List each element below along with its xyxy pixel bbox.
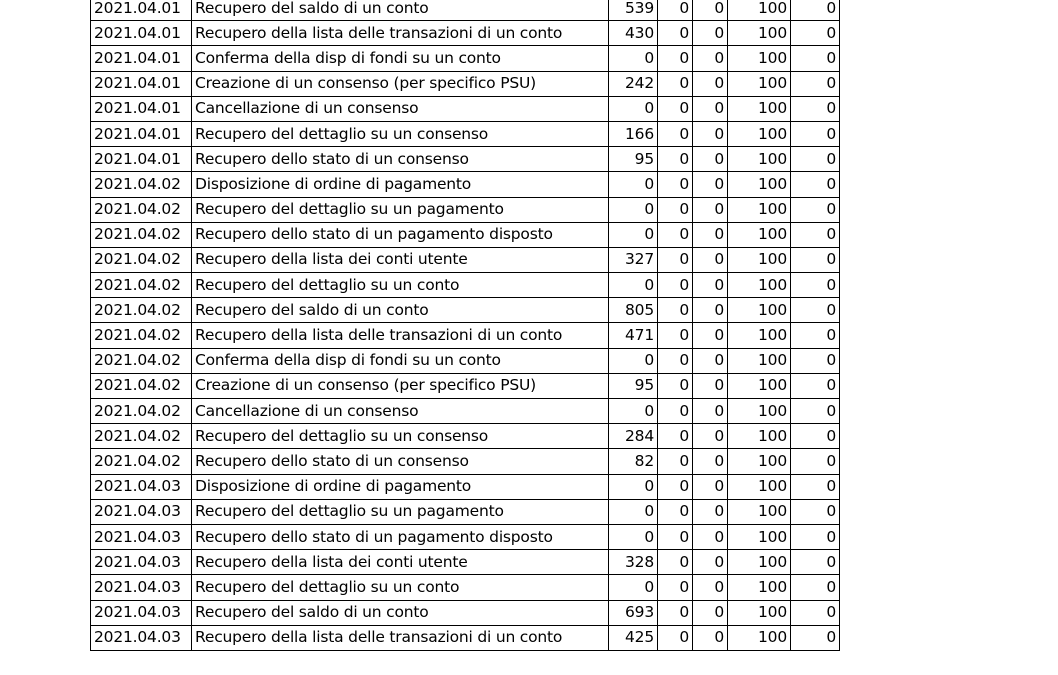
operation-cell: Recupero dello stato di un pagamento disposto [192, 524, 609, 549]
value-cell-5: 0 [791, 424, 840, 449]
value-cell-2: 0 [658, 550, 693, 575]
value-cell-5: 0 [791, 399, 840, 424]
data-sheet [90, 0, 840, 651]
date-cell: 2021.04.02 [91, 298, 192, 323]
count-cell: 0 [609, 222, 658, 247]
table-row [91, 550, 840, 575]
count-cell: 0 [609, 96, 658, 121]
date-cell: 2021.04.03 [91, 625, 192, 650]
date-cell: 2021.04.03 [91, 575, 192, 600]
operation-cell: Cancellazione di un consenso [192, 399, 609, 424]
value-cell-2: 0 [658, 625, 693, 650]
operation-cell: Recupero della lista delle transazioni di un conto [192, 625, 609, 650]
value-cell-3: 0 [693, 399, 728, 424]
value-cell-3: 0 [693, 449, 728, 474]
date-cell: 2021.04.03 [91, 474, 192, 499]
count-cell: 284 [609, 424, 658, 449]
table-row [91, 524, 840, 549]
count-cell: 0 [609, 172, 658, 197]
date-cell: 2021.04.01 [91, 46, 192, 71]
value-cell-5: 0 [791, 121, 840, 146]
percent-cell: 100 [728, 197, 791, 222]
value-cell-3: 0 [693, 0, 728, 21]
operation-cell: Conferma della disp di fondi su un conto [192, 46, 609, 71]
operation-cell: Recupero del saldo di un conto [192, 298, 609, 323]
table-row [91, 474, 840, 499]
value-cell-3: 0 [693, 222, 728, 247]
value-cell-5: 0 [791, 474, 840, 499]
table-body [91, 0, 840, 650]
count-cell: 0 [609, 499, 658, 524]
operation-cell: Recupero dello stato di un consenso [192, 147, 609, 172]
value-cell-3: 0 [693, 499, 728, 524]
percent-cell: 100 [728, 399, 791, 424]
date-cell: 2021.04.02 [91, 424, 192, 449]
count-cell: 0 [609, 575, 658, 600]
value-cell-5: 0 [791, 499, 840, 524]
value-cell-3: 0 [693, 71, 728, 96]
operation-cell: Recupero della lista delle transazioni di un conto [192, 323, 609, 348]
percent-cell: 100 [728, 147, 791, 172]
percent-cell: 100 [728, 625, 791, 650]
operation-cell: Recupero del saldo di un conto [192, 600, 609, 625]
count-cell: 82 [609, 449, 658, 474]
value-cell-3: 0 [693, 21, 728, 46]
value-cell-5: 0 [791, 575, 840, 600]
operation-cell: Disposizione di ordine di pagamento [192, 474, 609, 499]
date-cell: 2021.04.02 [91, 222, 192, 247]
value-cell-3: 0 [693, 247, 728, 272]
value-cell-3: 0 [693, 575, 728, 600]
value-cell-3: 0 [693, 550, 728, 575]
date-cell: 2021.04.01 [91, 71, 192, 96]
operation-cell: Recupero del saldo di un conto [192, 0, 609, 21]
date-cell: 2021.04.02 [91, 247, 192, 272]
date-cell: 2021.04.02 [91, 172, 192, 197]
value-cell-5: 0 [791, 524, 840, 549]
percent-cell: 100 [728, 298, 791, 323]
value-cell-5: 0 [791, 449, 840, 474]
table-row [91, 121, 840, 146]
percent-cell: 100 [728, 348, 791, 373]
operation-cell: Conferma della disp di fondi su un conto [192, 348, 609, 373]
percent-cell: 100 [728, 575, 791, 600]
count-cell: 0 [609, 197, 658, 222]
count-cell: 0 [609, 273, 658, 298]
value-cell-2: 0 [658, 147, 693, 172]
table-row [91, 625, 840, 650]
percent-cell: 100 [728, 323, 791, 348]
value-cell-3: 0 [693, 625, 728, 650]
table-row [91, 222, 840, 247]
value-cell-2: 0 [658, 96, 693, 121]
operation-cell: Recupero dello stato di un consenso [192, 449, 609, 474]
percent-cell: 100 [728, 273, 791, 298]
value-cell-5: 0 [791, 298, 840, 323]
percent-cell: 100 [728, 474, 791, 499]
value-cell-3: 0 [693, 348, 728, 373]
value-cell-5: 0 [791, 147, 840, 172]
date-cell: 2021.04.02 [91, 197, 192, 222]
percent-cell: 100 [728, 46, 791, 71]
value-cell-3: 0 [693, 46, 728, 71]
value-cell-2: 0 [658, 172, 693, 197]
value-cell-5: 0 [791, 197, 840, 222]
operation-cell: Recupero della lista dei conti utente [192, 247, 609, 272]
percent-cell: 100 [728, 222, 791, 247]
date-cell: 2021.04.02 [91, 323, 192, 348]
operation-cell: Recupero della lista delle transazioni di un conto [192, 21, 609, 46]
percent-cell: 100 [728, 21, 791, 46]
table-row [91, 399, 840, 424]
table-row [91, 348, 840, 373]
operation-cell: Recupero del dettaglio su un conto [192, 575, 609, 600]
table-row [91, 96, 840, 121]
value-cell-3: 0 [693, 424, 728, 449]
value-cell-2: 0 [658, 298, 693, 323]
value-cell-5: 0 [791, 348, 840, 373]
date-cell: 2021.04.03 [91, 524, 192, 549]
count-cell: 693 [609, 600, 658, 625]
table-row [91, 0, 840, 21]
value-cell-5: 0 [791, 21, 840, 46]
table-row [91, 373, 840, 398]
operation-cell: Recupero del dettaglio su un consenso [192, 424, 609, 449]
value-cell-3: 0 [693, 121, 728, 146]
table-row [91, 46, 840, 71]
table-row [91, 273, 840, 298]
count-cell: 425 [609, 625, 658, 650]
percent-cell: 100 [728, 96, 791, 121]
percent-cell: 100 [728, 121, 791, 146]
count-cell: 539 [609, 0, 658, 21]
date-cell: 2021.04.01 [91, 121, 192, 146]
value-cell-2: 0 [658, 71, 693, 96]
count-cell: 805 [609, 298, 658, 323]
operation-cell: Recupero del dettaglio su un pagamento [192, 197, 609, 222]
value-cell-5: 0 [791, 373, 840, 398]
value-cell-2: 0 [658, 575, 693, 600]
value-cell-2: 0 [658, 273, 693, 298]
value-cell-3: 0 [693, 373, 728, 398]
operation-cell: Recupero del dettaglio su un conto [192, 273, 609, 298]
value-cell-5: 0 [791, 550, 840, 575]
value-cell-2: 0 [658, 348, 693, 373]
value-cell-2: 0 [658, 0, 693, 21]
value-cell-3: 0 [693, 96, 728, 121]
value-cell-3: 0 [693, 524, 728, 549]
percent-cell: 100 [728, 373, 791, 398]
table-row [91, 298, 840, 323]
percent-cell: 100 [728, 172, 791, 197]
table-row [91, 247, 840, 272]
value-cell-2: 0 [658, 449, 693, 474]
operation-cell: Recupero del dettaglio su un pagamento [192, 499, 609, 524]
value-cell-2: 0 [658, 247, 693, 272]
date-cell: 2021.04.03 [91, 550, 192, 575]
operation-cell: Recupero dello stato di un pagamento disposto [192, 222, 609, 247]
value-cell-5: 0 [791, 172, 840, 197]
value-cell-2: 0 [658, 222, 693, 247]
table-row [91, 197, 840, 222]
percent-cell: 100 [728, 424, 791, 449]
operation-cell: Creazione di un consenso (per specifico PSU) [192, 373, 609, 398]
value-cell-5: 0 [791, 600, 840, 625]
count-cell: 328 [609, 550, 658, 575]
operation-cell: Cancellazione di un consenso [192, 96, 609, 121]
date-cell: 2021.04.02 [91, 348, 192, 373]
value-cell-3: 0 [693, 172, 728, 197]
date-cell: 2021.04.02 [91, 399, 192, 424]
percent-cell: 100 [728, 550, 791, 575]
date-cell: 2021.04.03 [91, 600, 192, 625]
value-cell-2: 0 [658, 21, 693, 46]
count-cell: 0 [609, 399, 658, 424]
count-cell: 95 [609, 373, 658, 398]
date-cell: 2021.04.01 [91, 147, 192, 172]
date-cell: 2021.04.02 [91, 449, 192, 474]
percent-cell: 100 [728, 449, 791, 474]
table-row [91, 323, 840, 348]
table-row [91, 449, 840, 474]
value-cell-5: 0 [791, 71, 840, 96]
table-row [91, 172, 840, 197]
value-cell-5: 0 [791, 46, 840, 71]
value-cell-3: 0 [693, 323, 728, 348]
date-cell: 2021.04.03 [91, 499, 192, 524]
percent-cell: 100 [728, 600, 791, 625]
count-cell: 0 [609, 46, 658, 71]
value-cell-3: 0 [693, 197, 728, 222]
value-cell-2: 0 [658, 197, 693, 222]
value-cell-3: 0 [693, 600, 728, 625]
value-cell-5: 0 [791, 273, 840, 298]
count-cell: 95 [609, 147, 658, 172]
date-cell: 2021.04.01 [91, 21, 192, 46]
count-cell: 0 [609, 524, 658, 549]
value-cell-2: 0 [658, 121, 693, 146]
value-cell-3: 0 [693, 147, 728, 172]
value-cell-5: 0 [791, 0, 840, 21]
value-cell-2: 0 [658, 399, 693, 424]
operation-cell: Disposizione di ordine di pagamento [192, 172, 609, 197]
count-cell: 0 [609, 348, 658, 373]
date-cell: 2021.04.01 [91, 96, 192, 121]
count-cell: 471 [609, 323, 658, 348]
value-cell-2: 0 [658, 474, 693, 499]
statistics-table [90, 0, 840, 651]
value-cell-3: 0 [693, 273, 728, 298]
value-cell-5: 0 [791, 222, 840, 247]
value-cell-5: 0 [791, 96, 840, 121]
percent-cell: 100 [728, 71, 791, 96]
count-cell: 242 [609, 71, 658, 96]
value-cell-5: 0 [791, 323, 840, 348]
count-cell: 327 [609, 247, 658, 272]
percent-cell: 100 [728, 499, 791, 524]
table-row [91, 499, 840, 524]
date-cell: 2021.04.02 [91, 373, 192, 398]
operation-cell: Recupero del dettaglio su un consenso [192, 121, 609, 146]
operation-cell: Recupero della lista dei conti utente [192, 550, 609, 575]
value-cell-2: 0 [658, 323, 693, 348]
value-cell-3: 0 [693, 474, 728, 499]
table-row [91, 71, 840, 96]
table-row [91, 21, 840, 46]
count-cell: 0 [609, 474, 658, 499]
percent-cell: 100 [728, 0, 791, 21]
table-row [91, 575, 840, 600]
percent-cell: 100 [728, 247, 791, 272]
value-cell-5: 0 [791, 247, 840, 272]
count-cell: 166 [609, 121, 658, 146]
value-cell-5: 0 [791, 625, 840, 650]
value-cell-2: 0 [658, 499, 693, 524]
value-cell-2: 0 [658, 600, 693, 625]
value-cell-2: 0 [658, 373, 693, 398]
value-cell-2: 0 [658, 424, 693, 449]
value-cell-2: 0 [658, 46, 693, 71]
table-row [91, 147, 840, 172]
table-row [91, 600, 840, 625]
value-cell-2: 0 [658, 524, 693, 549]
table-row [91, 424, 840, 449]
count-cell: 430 [609, 21, 658, 46]
value-cell-3: 0 [693, 298, 728, 323]
percent-cell: 100 [728, 524, 791, 549]
date-cell: 2021.04.01 [91, 0, 192, 21]
date-cell: 2021.04.02 [91, 273, 192, 298]
operation-cell: Creazione di un consenso (per specifico PSU) [192, 71, 609, 96]
